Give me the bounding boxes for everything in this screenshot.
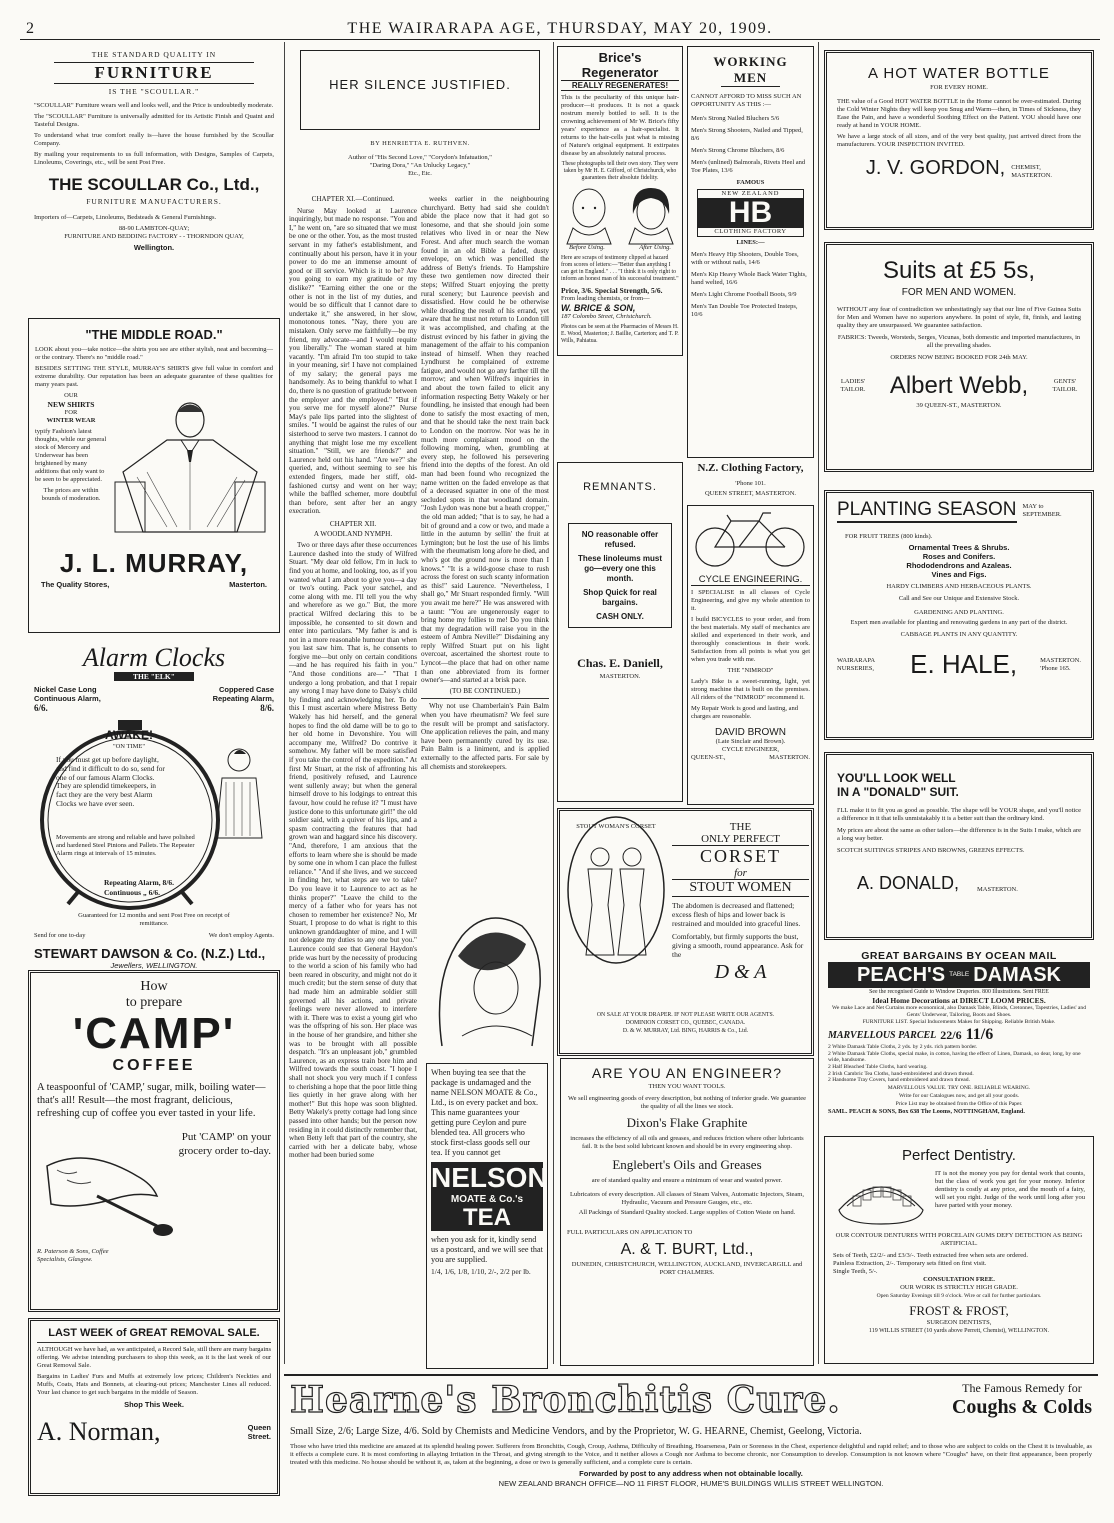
donald-headline1: YOU'LL LOOK WELL [837, 771, 956, 785]
peach-direct: Ideal Home Decorations at DIRECT LOOM PRICES. [872, 996, 1046, 1005]
camp-p1: A teaspoonful of 'CAMP,' sugar, milk, boiling water—that's all! Result—the most fragrant, delicious, refreshing cup of coffee you ever tasted in your life. [37, 1082, 266, 1119]
corset-co: DOMINION CORSET CO., QUEBEC, CANADA. [625, 1020, 746, 1026]
serial-col1-b: Two or three days after these occurrences Laurence dashed into the study of Wilfred Stuart. "My dear old fellow, I'm in luck to find you at home, and looking, too, as if you wanted what I am about to give you—a day or two's outing. Pack your satchel, and come along with me. I'll tell you the why and wherefore as we go." But, the more practical Wilfred declaring this to be impossible, he consented to sit down and enter into particulars. "My father is and is not in a more reasonable humour than when you last saw him. That is, he consents to forgive me—but only on certain conditions—and he has required his faith in you." "And those conditions are—" "That I undergo a long probation, and that I repair any wrong I may have done to Daisy's child by finding and acknowledging her. To do this I must ascertain where Mistress Betty Wakely has hid herself, and the general hopes to find the old dame will be to go to her old home in Devonshire. You will accompany me, Wilfred? Do contrive it somehow. My father will be more satisfied if you take the control of the expedition." At first Mr Stuart, at the risk of affronting his friend, positively refused, and Laurence went sullenly away; but when the general himself drove to his lodgings to entreat this favour, how could he refuse it? "I must have justice done to this unfortunate girl!" the old soldier said, with a quiver of his lips, and a spasm contracting the features that had grown wan and haggard since his discovery. "And, therefore, I am anxious that the efforts to learn where she is should be made by some one in whom I can place the fullest reliance." "And if she lives, and we succeed in finding her, what steps are we to take? Do you leave it to Laurence to act as he thinks proper?" "Leave the child to the mercy of a father who for years has not chosen to remember her existence? No, Mr Stuart, I propose to do what is right to this unknown granddaughter of mine, and I will not delegate my duties to any one but you." Laurence could see that General Haydon's pride was hurt by the necessity of producing to the world a scion of his family who had been reared in obscurity, and might not do it much credit; but the stern sense of duty that had made him an admirable soldier still governed all his actions, and private feelings were never allowed to interfere with it. There was to exist a young girl who was the offspring of his son. Her place was in the house of her grandsire, and hither she was to be brought with all possible despatch. "It's an unpleasant job," grumbled Laurence, as an express train bore him and Wilfred towards the south coast. "I hope I shall not shock you very much if I confess to cherishing a hope that the poor little thing lies quietly in her grave along with her mother!" But this hope was soon blighted. Betty Wakely's pretty cottage had long since passed into other hands; but the person now residing in it could distinctly remember that, when Betty left that part of the country, she carried with her a delicate baby, whose mother had been buried some [289, 541, 417, 1160]
dentures-icon [833, 1170, 929, 1230]
cycle-p2: I build BICYCLES to your order, and from the best materials. My staff of mechanics are skilled and experienced in their work, and thoroughly conscientious in their work. Satisfaction from all points is what you get when you trade with me. [691, 616, 810, 663]
norman-name: A. Norman, [37, 1417, 161, 1446]
donald-headline2: IN A "DONALD" SUIT. [837, 785, 959, 799]
working-street: QUEEN STREET, MASTERTON. [704, 490, 797, 497]
corset-women-icon [566, 815, 666, 965]
alarm-send: Send for one to-day [34, 932, 86, 939]
norman-street1: Queen [247, 1423, 271, 1432]
alarm-headline: Alarm Clocks [82, 643, 226, 672]
alarm-right-price: 8/6. [260, 703, 274, 713]
peach-parcel-price: 22/6 [940, 1027, 962, 1042]
cycle-p3: Lady's Bike is a sweet-running, light, yet strong machine that is built on the premises. All riders of the "NIMROD" recommend it. [691, 678, 810, 701]
brice-p1: This is the peculiarity of this unique hair-producer—it produces. It is not a quack nostrum merely bottled to sell. It is the crowning achievement of Mr W. Brice's fifty years' experience as a hair-specialist. It returns to the hair-cells just what is missing of Nature's original equipment. It extirpates disease by an absolutely natural process. [561, 94, 679, 157]
peach-marvellous: MARVELLOUS VALUE. TRY ONE. RELIABLE WEARING. [887, 1084, 1031, 1091]
dentistry-hours: Open Saturday Evenings till 9 o'clock. Wire or call for further particulars. [876, 1293, 1042, 1299]
hearne-brand: Hearne's Bronchitis Cure. [290, 1379, 841, 1421]
list-item: 2 Irish Cambric Tea Cloths, hand-embroidered and drawn thread. [828, 1070, 974, 1077]
scoullar-top: THE STANDARD QUALITY IN [91, 50, 217, 59]
alarm-ribbon: THE "ELK" [114, 672, 194, 681]
shirt-illustration-icon [107, 392, 273, 542]
norman-p1: ALTHOUGH we have had, as we anticipated, a Record Sale, still there are many bargains offering. We advise intending purchasers to shop this week, as it is the last week of our Great Removal Sale. [37, 1346, 271, 1369]
dentistry-sets: Sets of Teeth, £2/2/- and £3/3/-. Teeth extracted free when sets are ordered. [833, 1252, 1029, 1259]
gordon-sub: FOR EVERY HOME. [930, 84, 988, 91]
dentistry-headline: Perfect Dentistry. [902, 1147, 1016, 1164]
dentistry-single: Single Teeth, 5/-. [833, 1268, 878, 1275]
murray-for: FOR [64, 409, 78, 416]
nelson-tea: TEA [431, 1205, 543, 1231]
serial-ch2: CHAPTER XII. [329, 519, 377, 528]
serial-col2: weeks earlier in the neighbouring churchyard. Betty had said she couldn't abide the place now that it had got so lonesome, and that she should join some relatives who lived in or near the New Forest. And after much search the woman found in an old Bible a faded, dusty envelope, on which was pencilled the address of Betty's friends. To Hampshire these two gentlemen now directed their steps; Wilfred Stuart enjoying the pretty rural scenery; but Laurence peevish and dissatisfied. How could he be otherwise while dreading the result of his errand, yet aware that he must not return to London till it was accomplished, and chafing at the distrust evinced by his father in giving the management of the affair to his companion instead of himself. When they reached Lyndhurst he complained of extreme fatigue, and would not go any farther till the morrow; and when Wilfred's inquiries in and about the town failed to elicit any information respecting Betty Wakely or her foundling, he insisted that enough had been done to satisfy the most exacting of men, and that he should take the next train back to London on the morrow. Nor was he in much more complaisant mood on the following morning, when, grumbling at every step, he followed his persevering friend into the depths of the forest. An old man had been found who recognized the name written on the faded envelope as that of a deceased squatter in one of the most secluded spots in that woodland domain. "Josh Lydon was none but a heath cropper," the old man added; "that is to say, he had a bit of ground and a cow or two, and made a little in the autumn by sellin' the fruit at Lymington; but he lost the use of his limbs with the rheumatism long afore he died, and who's got the ground now is more than I knows." "It is a wild-goose chase to rush across the forest on such scanty information as this!" said Laurence. "Nevertheless, I shall go," Mr Stuart responded firmly. "Will you await me here?" He was answered with a taunt: "You are ungenerously eager to bring home my follies to me! Do you think that my degradation will raise you in the esteem of Ambra Neville?" Disdaining any reply Wilfred Stuart put on his light overcoat, ascertained the shortest route to Lyncot—the place that had on other name than one abbreviated from its former owner's—and started at a brisk pace. [421, 195, 549, 685]
alarm-p2: Movements are strong and reliable and have polished and hardened Steel Pinions and Pallets. The Repeater Alarm rings at intervals of 15 minutes. [56, 834, 195, 857]
camp-to-prepare: to prepare [125, 995, 183, 1010]
engineer-full: FULL PARTICULARS ON APPLICATION TO [567, 1229, 693, 1236]
corset-only: ONLY PERFECT [672, 833, 809, 846]
working-nz: NEW ZEALAND [721, 190, 780, 197]
dentistry-contour: OUR CONTOUR DENTURES WITH PORCELAIN GUMS DEFY DETECTION AS BEING ARTIFICIAL. [835, 1232, 1083, 1247]
serial-author1: Author of "His Second Love," "Corydon's Infatuation," [348, 154, 492, 161]
serial-column-2 [421, 195, 549, 895]
peach-p2: We make Lace and Net Curtains more economical, also Damask Table, Blinds, Cretonnes, Tapestries, Ladies' and Gents' Underwear, Tailoring, Boots and Shoes. [831, 1005, 1086, 1018]
scoullar-addr1: 88-90 LAMBTON-QUAY; [118, 225, 190, 232]
hale-l3: Rhododendrons and Azaleas. [906, 561, 1012, 570]
brice-addr: 187 Colombo Street, Christchurch. [561, 313, 652, 320]
peach-items-list [828, 1044, 1090, 1084]
hale-garden: GARDENING AND PLANTING. [914, 609, 1004, 616]
peach-price-list: Price List may be obtained from the Office of this Paper. [895, 1100, 1023, 1107]
working-name: N.Z. Clothing Factory, [697, 462, 804, 474]
hale-l4: Vines and Figs. [931, 570, 987, 579]
alarm-rep: Repeating Alarm, 8/6. [104, 878, 174, 887]
remnants-name: Chas. E. Daniell, [577, 656, 663, 670]
engineer-englebert: Englebert's Oils and Greases [612, 1157, 762, 1172]
alarm-left-price: 6/6. [34, 703, 48, 713]
column-rule [553, 42, 554, 1364]
cycle-headline: CYCLE ENGINEERING. [691, 574, 810, 586]
hale-l1: Ornamental Trees & Shrubs. [908, 543, 1010, 552]
peach-p1: See the recognised Guide to Window Draperies. 800 Illustrations. Sent FREE [869, 989, 1049, 995]
alarm-left-label: Nickel Case Long Continuous Alarm, [34, 685, 101, 703]
dentistry-advert [824, 1136, 1094, 1364]
column-rule [818, 42, 819, 1364]
serial-by: BY HENRIETTA E. RUTHVEN. [370, 140, 470, 147]
serial-title: HER SILENCE JUSTIFIED. [329, 77, 511, 92]
gordon-advert [824, 50, 1094, 230]
working-intro: CANNOT AFFORD TO MISS SUCH AN OPPORTUNITY AS THIS :— [691, 93, 802, 108]
norman-headline: LAST WEEK of GREAT REMOVAL SALE. [48, 1327, 260, 1339]
alarm-awake: AWAKE! [105, 728, 153, 742]
camp-how: How [140, 979, 168, 994]
peach-advert [824, 948, 1094, 1126]
engineer-p2: increases the efficiency of all oils and greases, and reduces friction where other lubricants fail. It is the best solid lubricant known and should be in every engineering shop. [570, 1135, 804, 1150]
engineer-p3: are of standard quality and ensure a minimum of wear and wasted power. [591, 1177, 783, 1184]
peach-parcel-price2: 11/6 [965, 1026, 994, 1044]
hearne-forwarded: Forwarded by post to any address when not obtainable locally. [579, 1469, 803, 1478]
brice-name: W. BRICE & SON, [561, 303, 636, 313]
peach-write: Write for our Catalogues now, and get all your goods. [898, 1092, 1020, 1099]
woman-portrait-icon [422, 896, 552, 1056]
hearne-sizes: Small Size, 2/6; Large Size, 4/6. Sold by Chemists and Medicine Vendors, and by the Proprietor, W. G. HEARNE, Chemist, Geelong, Victoria. [290, 1426, 862, 1437]
corset-stout: STOUT WOMEN [672, 879, 809, 897]
working-headline2: MEN [721, 70, 780, 87]
engineer-p4: Lubricators of every description. All classes of Steam Valves, Automatic Injectors, Steam, Hydraulic, Vacuum and Pressure Gauges, etc., etc. [569, 1191, 804, 1206]
hand-spoon-icon [37, 1126, 177, 1246]
alarm-right-label: Coppered Case Repeating Alarm, [212, 685, 274, 703]
hale-cabbage: CABBAGE PLANTS IN ANY QUANTITY. [900, 631, 1018, 638]
alarm-on-time: "ON TIME" [112, 743, 146, 750]
remnants-advert [557, 462, 683, 802]
bald-head-icon [561, 184, 617, 244]
gordon-headline: A HOT WATER BOTTLE [868, 65, 1050, 82]
webb-orders: ORDERS NOW BEING BOOKED FOR 24th MAY. [890, 354, 1028, 361]
peach-damask: DAMASK [973, 963, 1061, 986]
norman-street2: Street. [247, 1432, 271, 1441]
man-illustration-icon [204, 742, 274, 842]
hale-fruit: FOR FRUIT TREES (800 kinds). [845, 533, 933, 540]
brice-before: Before Using. [569, 244, 605, 251]
albert-webb-advert [824, 242, 1094, 472]
engineer-name: A. & T. BURT, Ltd., [620, 1241, 754, 1258]
brice-p4: Photos can be seen at the Pharmacies of Messrs H. E. Wood, Masterton; J. Baillie, Carterton; and T. P. Wills, Pahiatua. [561, 324, 679, 344]
engineer-headline: ARE YOU AN ENGINEER? [591, 1065, 783, 1081]
dentistry-painless: Painless Extraction, 2/-. Temporary sets fitted on first visit. [833, 1260, 987, 1267]
corset-advert [557, 808, 814, 1056]
webb-gents: GENTS' TAILOR. [1052, 378, 1078, 393]
alarm-sub: Jewellers, WELLINGTON. [110, 961, 198, 970]
norman-advert [28, 1318, 280, 1496]
full-hair-head-icon [623, 184, 679, 244]
murray-name: J. L. MURRAY, [59, 548, 249, 578]
camp-coffee-advert [28, 970, 280, 1312]
brice-after: After Using. [639, 244, 671, 251]
engineer-p1: We sell engineering goods of every description, but nothing of inferior grade. We guarantee the quality of all the lines we stock. [568, 1095, 806, 1110]
webb-name: Albert Webb, [889, 372, 1029, 399]
webb-addr: 39 QUEEN-ST., MASTERTON. [916, 402, 1002, 409]
peach-table: TABLE [949, 971, 970, 978]
camp-coffee: COFFEE [112, 1057, 196, 1074]
murray-city: Masterton. [229, 580, 267, 589]
engineer-p5: All Packings of Standard Quality stocked. Large supplies of Cotton Waste on hand. [578, 1209, 796, 1216]
cycle-p1: I SPECIALISE in all classes of Cycle Engineering, and give my whole attention to it. [691, 589, 810, 612]
peach-parcel: MARVELLOUS PARCEL [828, 1029, 937, 1041]
list-item: 2 Half Bleached Table Cloths, hard wearing. [828, 1063, 928, 1070]
alarm-guarantee: Guaranteed for 12 months and sent Post Free on receipt of remittance. [78, 912, 230, 927]
brice-p3: Here are scraps of testimony clipped at hazard from scores of letters:—"Better than anything I can get in England." . . . "I think it is only right to inform an honest man of his successful treatment." [561, 255, 679, 282]
webb-headline: Suits at £5 5s, [882, 257, 1036, 284]
working-clothing: CLOTHING FACTORY [714, 228, 787, 235]
working-headline1: WORKING [713, 54, 788, 69]
camp-brand: 'CAMP' [72, 1009, 236, 1058]
hale-city: MASTERTON. [1040, 656, 1081, 664]
engineer-dixon: Dixon's Flake Graphite [626, 1115, 748, 1130]
murray-p3: typify Fashion's latest thoughts, while our general stock of Mercery and Underwear has been brightened by many additions that only want to be seen to be appreciated. [35, 428, 107, 483]
scoullar-p5: Importers of—Carpets, Linoleums, Bedsteads & General Furnishings. [34, 214, 217, 221]
engineer-advert [560, 1058, 814, 1366]
donald-city: MASTERTON. [977, 886, 1018, 893]
engineer-cities: DUNEDIN, CHRISTCHURCH, WELLINGTON, AUCKLAND, INVERCARGILL and PORT CHALMERS. [571, 1261, 803, 1276]
murray-p4: The prices are within bounds of moderation. [41, 487, 101, 502]
masthead [20, 18, 1100, 40]
donald-advert [824, 752, 1094, 940]
camp-maker: R. Paterson & Sons, Coffee Specialists, Glasgow. [37, 1248, 109, 1263]
peach-furniture: FURNITURE LIST. Special Inducements Makes for Shipping. Reliable British Make. [862, 1019, 1056, 1026]
murray-our: OUR [64, 392, 78, 399]
page-number: 2 [26, 20, 34, 37]
nelson-p1: When buying tea see that the package is undamaged and the name NELSON MOATE & Co., Ltd., is on every packet and box. This name guarantees your getting pure Ceylon and pure blended tea. All grocers who stock first-class goods sell our tea. If you cannot get [431, 1068, 539, 1157]
norman-p2: Bargains in Ladies' Furs and Muffs at extremely low prices; Children's Neckties and Muffs, Coats, Hats and Bonnets, at clearing-out prices; Manchester Lines all reduced. Your last chance to get such bargains in the middle of Season. [37, 1373, 271, 1396]
corset-sale: ON SALE AT YOUR DRAPER. IF NOT PLEASE WRITE OUR AGENTS. [596, 1012, 775, 1018]
remnants-l4: CASH ONLY. [596, 612, 644, 621]
donald-p1: I'LL make it to fit you as good as possible. The shape will be YOUR shape, and you'll notice a difference in it that tells unmistakably it is a better suit than the ordinary kind. [837, 807, 1081, 822]
serial-to-be-continued: (TO BE CONTINUED.) [449, 686, 521, 695]
dentistry-consult: CONSULTATION FREE. [923, 1276, 995, 1283]
cycle-advert [687, 505, 814, 805]
list-item: 2 White Damask Table Cloths, special make, in cotton, having the effect of Linen, Damask, so dear, long, by one wide, handsome. [828, 1050, 1081, 1064]
donald-name: A. DONALD, [857, 873, 960, 893]
brice-sub: REALLY REGENERATES! [561, 80, 679, 91]
corset-corset: CORSET [699, 846, 781, 866]
dentistry-sub: SURGEON DENTISTS, [926, 1319, 992, 1326]
nelson-tea-advert [422, 896, 552, 1366]
gordon-p2: We have a large stock of all sizes, and of the very best quality, just arrived direct from the manufacturers. YOUR INSPECTION INVITED. [837, 133, 1081, 148]
serial-ch2-sub: A WOODLAND NYMPH. [313, 529, 393, 538]
working-lines: LINES:— [736, 239, 765, 246]
scoullar-headline: FURNITURE [54, 62, 254, 84]
serial-author2: "Daring Dora," "An Unlucky Legacy," [369, 162, 471, 169]
cycle-street: QUEEN-ST., [691, 754, 726, 761]
hale-phone: 'Phone 165. [1040, 664, 1071, 672]
list-item: 2 Handsome Tray Covers, hand embroidered and drawn thread. [828, 1077, 970, 1084]
newspaper-title: THE WAIRARAPA AGE, THURSDAY, MAY 20, 1909. [347, 20, 773, 37]
scoullar-advert [28, 46, 280, 316]
serial-column-1 [289, 195, 417, 1365]
list-item: 2 White Damask Table Cloths, 2 yds. by 2 yds. rich pattern border. [828, 1044, 978, 1051]
scoullar-p1: "SCOULLAR" Furniture wears well and looks well, and the Price is undoubtedly moderate. [34, 102, 274, 109]
donald-scotch: SCOTCH SUITINGS STRIPES AND BROWNS, GREENS EFFECTS. [837, 847, 1025, 854]
camp-put: Put 'CAMP' on your grocery order to-day. [178, 1131, 271, 1157]
peach-top: GREAT BARGAINS BY OCEAN MAIL [861, 950, 1057, 962]
engineer-sub: THEN YOU WANT TOOLS. [648, 1083, 726, 1090]
scoullar-sub: IS THE "SCOULLAR." [108, 87, 200, 96]
cycle-p4: My Repair Work is good and lasting, and charges are reasonable. [691, 705, 798, 720]
murray-p1: LOOK about you—take notice—the shirts you see are either stylish, neat and becoming—or the contrary. There's no "middle road." [35, 346, 273, 361]
hearne-advert [284, 1374, 1098, 1504]
list-item: Men's Strong Nailed Bluchers 5/6 [691, 115, 780, 122]
alarm-p1: If you must get up before daylight, and find it difficult to do so, send for one of our famous Alarm Clocks. They are splendid timekeepers, in fact they are the very best Alarm Clocks we have ever seen. [56, 755, 165, 808]
hale-hardy: HARDY CLIMBERS AND HERBACEOUS PLANTS. [886, 583, 1032, 590]
brice-advert [557, 46, 683, 356]
murray-new-shirts: NEW SHIRTS [47, 400, 95, 409]
gordon-p1: THE value of a Good HOT WATER BOTTLE in the Home cannot be over-estimated. During the Cold Winter Nights they will keep you Snug and Warm—then, in Times of Sickness, they Ease the Pain, and have a wonderful Soothing Effect on the Patient. YOU should have one ready at hand in YOUR HOME. [837, 98, 1081, 129]
remnants-city: MASTERTON. [599, 673, 641, 680]
hale-nurseries: WAIRARAPA NURSERIES, [837, 656, 875, 672]
scoullar-addr2: FURNITURE AND BEDDING FACTORY - - THORNDON QUAY, [64, 233, 244, 240]
nelson-p2: when you ask for it, kindly send us a postcard, and we will see that you are supplied. [431, 1235, 543, 1264]
remnants-l1: NO reasonable offer refused. [581, 530, 659, 549]
working-hb-logo: HB [698, 198, 803, 228]
hale-p1: Expert men available for planting and renovating gardens in any part of the district. [850, 619, 1068, 626]
cycle-nimrod: THE "NIMROD" [727, 667, 774, 674]
alarm-clocks-advert [28, 640, 280, 970]
corset-the: THE [729, 821, 752, 833]
murray-advert [28, 318, 280, 633]
bicycle-icon [691, 509, 810, 569]
list-item: Men's (unlined) Balmorals, Rivets Heel and Toe Plates, 13/6 [691, 159, 806, 174]
working-list-1 [691, 115, 810, 175]
nelson-prices: 1/4, 1/6, 1/8, 1/10, 2/-, 2/2 per lb. [431, 1267, 531, 1276]
serial-etc: Etc., Etc. [408, 170, 432, 177]
brice-price: Price, 3/6. Special Strength, 5/6. [561, 286, 663, 295]
murray-p2: BESIDES SETTING THE STYLE, MURRAY'S SHIRTS give full value in comfort and extreme durability. Our reputation has been an adequate guarantee of these qualities for many years past. [35, 365, 273, 388]
donald-p2: My prices are about the same as other tailors—the difference is in the Suits I make, which are a long way better. [837, 827, 1081, 842]
working-phone: 'Phone 101. [735, 480, 766, 487]
peach-brand: PEACH'S [857, 963, 946, 986]
list-item: Men's Tan Double Toe Protected Insteps, 10/6 [691, 303, 798, 318]
cycle-prev: (Late Sinclair and Brown). [715, 738, 786, 745]
dentistry-strict: OUR WORK IS STRICTLY HIGH GRADE. [900, 1284, 1018, 1291]
list-item: Men's Light Chrome Football Boots, 9/9 [691, 291, 797, 298]
dentistry-addr: 119 WILLIS STREET (10 yards above Perrett, Chemist), WELLINGTON. [868, 1328, 1050, 1334]
scoullar-name2: FURNITURE MANUFACTURERS. [86, 197, 222, 206]
nelson-moate: MOATE & Co.'s [431, 1194, 543, 1205]
serial-col1-a: Nurse May looked at Laurence inquiringly, but made no response. "You and I," he went on, "are so situated that we must be one or the other. You, as the most trusted servant in my father's establishment, and continually about his person, have it in your power to do me an immense amount of good or ill service. Which is it to be? Are you going to earn my gratitude or my dislike?" "Earning either the one or the other is not in the list of my duties, and would be so difficult that I cannot dare to undertake it," she answered, in her slow, monotonous tones. "Nay, there you are mistaken. Only serve me faithfully—be my friend, my advocate—and I would requite you liberally." The woman stared at him vacantly. "I'm afraid I'm too stupid to take in your meaning, sir! I have not complained of my salary; the general pays me handsomely. As to being thankful to what I do, there is no question of gratitude between the employer and the employed." "But if you serve me for myself alone?" Nurse May's pale lips parted into the slightest of smiles. "I would be against the rules of our sisterhood to serve two masters. I cannot do anything that might lose me my excellent situation." "Still, we are friends?" and Laurence held out his hand. "Are we?" she queried, and, without seeming to see his extended fingers, made her stiff, old-fashioned curtsy and went on her way; while the baffled schemer, more doubtful than before, sent after her an angry execration. [289, 206, 417, 516]
murray-tag: The Quality Stores, [41, 580, 110, 589]
remnants-l3: Shop Quick for real bargains. [583, 588, 657, 607]
hale-name: E. HALE, [910, 649, 1018, 679]
alarm-cont: Continuous „ 6/6. [104, 888, 161, 897]
remnants-headline: REMNANTS. [583, 481, 657, 493]
hale-advert [824, 490, 1094, 740]
alarm-agents: We don't employ Agents. [208, 932, 274, 939]
scoullar-city: Wellington. [133, 243, 175, 252]
webb-ladies: LADIES' TAILOR. [840, 378, 866, 393]
corset-p1: The abdomen is decreased and flattened; excess flesh of hips and lower back is restrained and moulded into graceful lines. [672, 901, 801, 928]
norman-shop: Shop This Week. [124, 1400, 184, 1409]
hearne-branch: NEW ZEALAND BRANCH OFFICE—NO 11 FIRST FLOOR, HUME'S BUILDINGS WILLIS STREET WELLINGTON. [498, 1479, 884, 1488]
brice-p2: These photographs tell their own story. They were taken by Mr H. E. Gifford, of Christchurch, who guarantees their absolute fidelity. [561, 161, 679, 181]
webb-p1: WITHOUT any fear of contradiction we unhesitatingly say that our line of Five Guinea Suits for Men and Women have no superiors anywhere. In point of style, fit, finish, and lasting quality they are unsurpassed. We guarantee satisfaction. [837, 306, 1081, 329]
scoullar-p3: To understand what true comfort really is—have the house furnished by the Scoullar Company. [34, 132, 274, 147]
murray-headline: "THE MIDDLE ROAD." [85, 327, 223, 342]
list-item: Men's Kip Heavy Whole Back Water Tights, hand welted, 16/6 [691, 271, 807, 286]
hearne-famous: The Famous Remedy for [962, 1381, 1082, 1395]
webb-fabrics: FABRICS: Tweeds, Worsteds, Serges, Vicunas, both domestic and imported manufactures, in all the prevailing shades. [837, 334, 1081, 349]
working-men-advert [687, 46, 814, 458]
list-item: Men's Heavy Hip Shooters, Double Toes, with or without nails, 14/6 [691, 251, 799, 266]
brice-from: From leading chemists, or from— [561, 295, 650, 302]
serial-ch1: CHAPTER XI.—Continued. [311, 195, 395, 203]
scoullar-p2: The "SCOULLAR" Furniture is universally admitted for its Artistic Finish and Quaint and Tasteful Designs. [34, 113, 274, 128]
corset-agents: D. & W. MURRAY, Ltd. BING, HARRIS & Co., Ltd. [622, 1028, 749, 1034]
hearne-p1: Those who have tried this medicine are amazed at its splendid healing power. Sufferers from Bronchitis, Cough, Croup, Asthma, Difficulty of Breathing, Hoarseness, Pain or Soreness in the Chest, experience delightful and rapid relief; and to those who are subject to colds on the Chest it is invaluable, as it effects a complete cure. It is most comforting in allaying Irritation in the Throat, and giving strength to the Voice, and it neither allows a Cough nor Asthma to become chronic, nor Consumption to develop. Consumption is not known where "Coughs" have, on their first appearance, been properly treated with this medicine. No house should be without it, as, taken at the beginning, a dose or two is generally sufficient, and a complete cure is certain. [290, 1443, 1092, 1466]
nelson-brand: NELSON [431, 1162, 548, 1193]
gordon-tag2: MASTERTON. [1011, 172, 1053, 179]
serial-title-box [300, 50, 540, 130]
corset-p2: Comfortably, but firmly supports the bust, giving a smooth, round appearance. Ask for the [672, 932, 804, 959]
pain-balm-notice: Why not use Chamberlain's Pain Balm when you have rheumatism? We feel sure the result will be prompt and satisfactory. One application relieves the pain, and many have been permanently cured by its use. Pain Balm is a liniment, and is applied externally to the affected parts. For sale by all chemists and storekeepers. [421, 702, 549, 771]
webb-sub: FOR MEN AND WOMEN. [901, 287, 1017, 298]
working-famous: FAMOUS [736, 179, 765, 186]
hale-dates: MAY to SEPTEMBER. [1022, 503, 1062, 518]
dentistry-p1: IT is not the money you pay for dental work that counts, but the class of work you get for your money. Inferior dentistry is costly at any price, and the mouth of a fairy, will set you right. Judge of the work until long after you have parted with your money. [935, 1170, 1085, 1209]
corset-brand: D & A [714, 961, 767, 983]
cycle-sub: CYCLE ENGINEER, [721, 746, 780, 753]
brice-headline: Brice's Regenerator [581, 50, 659, 80]
cycle-name: DAVID BROWN [715, 727, 786, 738]
corset-for: for [734, 867, 747, 879]
hale-l2: Roses and Conifers. [922, 552, 996, 561]
list-item: Men's Strong Shooters, Nailed and Tipped, 8/6 [691, 127, 803, 142]
alarm-name: STEWART DAWSON & Co. (N.Z.) Ltd., [34, 946, 266, 961]
corset-oval-text: STOUT WOMAN'S CORSET [576, 823, 656, 830]
working-list-2 [691, 251, 810, 319]
murray-winter: WINTER WEAR [46, 417, 96, 424]
hale-call: Call and See our Unique and Extensive Stock. [898, 595, 1020, 602]
column-rule [284, 42, 285, 1364]
hale-headline: PLANTING SEASON [837, 499, 1017, 523]
cycle-city: MASTERTON. [769, 754, 810, 761]
scoullar-name: THE SCOULLAR Co., Ltd., [48, 175, 260, 194]
scoullar-p4: By mailing your requirements to us full information, with Designs, Samples of Carpets, Linoleums, Coverings, etc., will be sent Post Free. [34, 151, 274, 166]
gordon-tag1: CHEMIST, [1011, 164, 1041, 171]
list-item: Men's Strong Chrome Bluchers, 8/6 [691, 147, 785, 154]
dentistry-name: FROST & FROST, [909, 1303, 1009, 1318]
gordon-name: J. V. GORDON, [865, 157, 1006, 179]
peach-name: SAML. PEACH & SONS, Box 638 The Looms, NOTTINGHAM, England. [828, 1107, 1025, 1115]
remnants-l2: These linoleums must go—every one this month. [577, 554, 663, 583]
hearne-coughs: Coughs & Colds [951, 1396, 1092, 1418]
